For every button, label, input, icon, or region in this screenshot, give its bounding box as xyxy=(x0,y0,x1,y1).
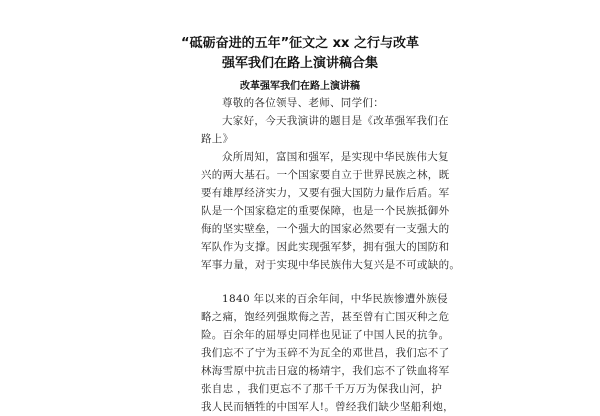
paragraph-line: 军队作为支撑。因此实现强军梦，拥有强大的国防和 xyxy=(201,241,450,253)
paragraph-line: 1840 年以来的百余年间，中华民族惨遭外族侵 xyxy=(222,293,448,305)
paragraph-line: 林海雪原中抗击日寇的杨靖宇，我们忘不了铁血将军 xyxy=(201,365,450,377)
paragraph-line: 队是一个国家稳定的重要保障，也是一个民族抵御外 xyxy=(201,205,450,217)
paragraph-line: 险。百余年的屈辱史同样也见证了中国人民的抗争。 xyxy=(201,329,450,341)
paragraph-line: 众所周知，富国和强军，是实现中华民族伟大复 xyxy=(222,151,449,163)
paragraph-line: 尊敬的各位领导、老师、同学们： xyxy=(222,97,384,109)
document-body xyxy=(201,94,461,416)
paragraph-line: 侮的坚实壁垒，一个强大的国家必然要有一支强大的 xyxy=(201,223,450,235)
paragraph-gap xyxy=(201,274,411,290)
paragraph-line: 路上》 xyxy=(201,133,234,145)
paragraph-line: 兴的两大基石。一个国家要自立于世界民族之林，既 xyxy=(201,169,450,181)
paragraph-line: 要有雄厚经济实力，又要有强大国防力量作后盾。军 xyxy=(201,187,450,199)
paragraph-line: 军事力量，对于实现中华民族伟大复兴是不可或缺的。 xyxy=(201,259,461,271)
paragraph-line: 张自忠 ，我们更忘不了那千千万万为保我山河，护 xyxy=(201,383,443,395)
paragraph-line: 我人民而牺牲的中国军人!。曾经我们缺少坚船利炮， xyxy=(201,401,454,413)
paragraph-line: 大家好，今天我演讲的题目是《改革强军我们在 xyxy=(222,115,449,127)
speech-title: 改革强军我们在路上演讲稿 xyxy=(240,81,360,92)
paragraph-line: 略之痛，饱经列强欺侮之苦，甚至曾有亡国灭种之危 xyxy=(201,311,450,323)
paragraph-line: 我们忘不了宁为玉碎不为瓦全的邓世昌，我们忘不了 xyxy=(201,347,450,359)
document-title-line-2: 强军我们在路上演讲稿合集 xyxy=(221,56,378,71)
document-title-line-1: “砥砺奋进的五年”征文之 xx 之行与改革 xyxy=(181,36,419,51)
